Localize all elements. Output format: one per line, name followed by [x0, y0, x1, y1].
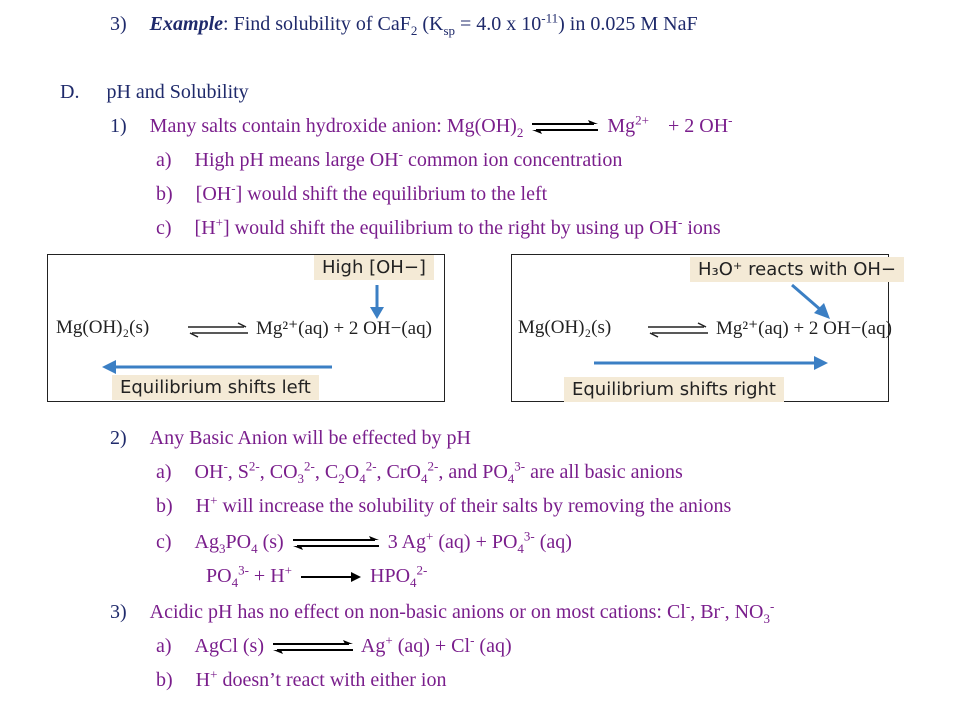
equilibrium-right-panel — [511, 254, 896, 402]
equilibrium-left-panel — [47, 254, 445, 402]
equilibrium-arrow-icon — [648, 323, 708, 337]
right-arrow-icon — [594, 355, 828, 371]
shifts-left-label: Equilibrium shifts left — [112, 375, 319, 400]
h-plus-solubility-line: b) H+ will increase the solubility of their salts by removing the anions — [156, 492, 732, 517]
sub-item-c: c) [H+] would shift the equilibrium to the right by using up OH- ions — [156, 214, 721, 239]
high-oh-label: High [OH−] — [314, 255, 434, 280]
h3o-reacts-label: H₃O⁺ reacts with OH− — [690, 257, 904, 282]
mgoh2-right: Mg(OH)₂(s) — [518, 317, 612, 338]
equilibrium-arrow-icon — [273, 640, 353, 654]
acidic-ph-line: 3) Acidic pH has no effect on non-basic anions or on most cations: Cl-, Br-, $NO_3^-$ — [110, 598, 775, 626]
basic-anions-list: a) OH-, $S^{2-}$, $CO_3^{2-}$, $C_2O_4^{2-}$, CrO$_4^{2-}$, and $PO_4^{3-}$ are all basic anions — [156, 458, 683, 486]
products-right: Mg²⁺(aq) + 2 OH−(aq) — [716, 318, 892, 339]
example-line: 3) Example: Find solubility of CaF$_2$ ($K_{sp} = 4.0$ x $10^{-11}$) in 0.025 M NaF — [110, 10, 698, 38]
agcl-equation: a) AgCl (s) Ag+ (aq) + Cl- (aq) — [156, 632, 512, 657]
down-arrow-icon — [370, 285, 384, 319]
h-plus-no-reaction: b) H+ doesn’t react with either ion — [156, 666, 447, 691]
po4-h-reaction: $PO_4^{3-} + H^+$ $HPO_4^{2-}$ — [206, 562, 428, 590]
basic-anion-line: 2) Any Basic Anion will be effected by pH — [110, 427, 471, 449]
equilibrium-arrow-icon — [532, 120, 598, 134]
left-arrow-icon — [102, 359, 332, 375]
mgoh2-left: Mg(OH)₂(s) — [56, 317, 150, 338]
shifts-right-label: Equilibrium shifts right — [564, 377, 784, 402]
hydroxide-line: 1) Many salts contain hydroxide anion: $Mg(OH)_2$ $Mg^{2+} + 2$ OH- — [110, 112, 733, 140]
equilibrium-arrow-icon — [188, 323, 248, 337]
products-left: Mg²⁺(aq) + 2 OH−(aq) — [256, 318, 432, 339]
sub-item-b: b) [OH-] would shift the equilibrium to the left — [156, 180, 548, 205]
section-heading: D. pH and Solubility — [60, 81, 249, 103]
reaction-arrow-icon — [301, 572, 361, 582]
diagonal-arrow-icon — [792, 285, 832, 321]
equilibrium-arrow-icon — [293, 536, 379, 550]
sub-item-a: a) High pH means large OH- common ion concentration — [156, 146, 623, 171]
ag3po4-equation: c) $Ag_3PO_4$ (s) 3 Ag+ $(aq) + PO_4^{3-}$ (aq) — [156, 528, 572, 556]
